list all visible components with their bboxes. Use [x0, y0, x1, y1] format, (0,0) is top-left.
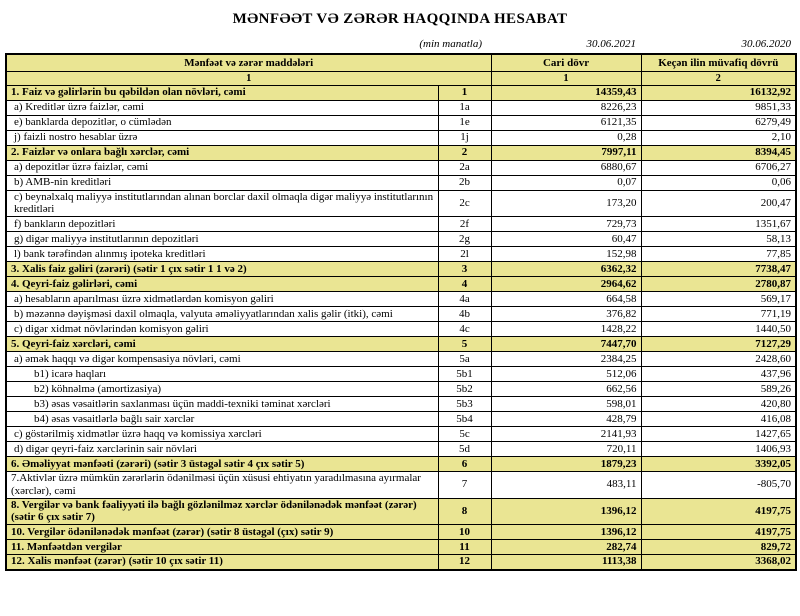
table-row [6, 472, 796, 499]
table-header-number-row [6, 71, 796, 85]
row-previous-value: 1351,67 [641, 217, 796, 232]
row-current-value: 1113,38 [491, 555, 641, 570]
row-label: c) digər xidmət növlərindən komisyon gəliri [6, 322, 438, 337]
row-label: c) beynəlxalq maliyyə institutlarından alınan borclar daxil olmaqla digər maliyyə institutlarının kreditləri [6, 190, 438, 217]
row-code: 4 [438, 277, 491, 292]
table-row [6, 115, 796, 130]
table-row [6, 190, 796, 217]
row-code: 2c [438, 190, 491, 217]
row-code: 4a [438, 292, 491, 307]
table-row [6, 322, 796, 337]
row-label: 1. Faiz və gəlirlərin bu qəbildən olan növləri, cəmi [6, 85, 438, 100]
row-previous-value: 4197,75 [641, 498, 796, 525]
row-current-value: 8226,23 [491, 100, 641, 115]
row-current-value: 152,98 [491, 247, 641, 262]
row-current-value: 376,82 [491, 307, 641, 322]
row-current-value: 7997,11 [491, 145, 641, 160]
row-previous-value: 2428,60 [641, 352, 796, 367]
date-current: 30.06.2021 [586, 38, 636, 50]
table-row [6, 540, 796, 555]
row-current-value: 7447,70 [491, 337, 641, 352]
row-code: 8 [438, 498, 491, 525]
row-label: b4) əsas vəsaitlərlə bağlı sair xərclər [6, 412, 438, 427]
table-row [6, 292, 796, 307]
row-code: 7 [438, 472, 491, 499]
profit-loss-table [5, 53, 797, 571]
row-code: 1e [438, 115, 491, 130]
row-previous-value: 437,96 [641, 367, 796, 382]
row-current-value: 2141,93 [491, 427, 641, 442]
header-previous-col-number: 2 [641, 71, 796, 85]
row-previous-value: 7738,47 [641, 262, 796, 277]
row-code: 1a [438, 100, 491, 115]
row-current-value: 664,58 [491, 292, 641, 307]
row-code: 1j [438, 130, 491, 145]
table-row [6, 277, 796, 292]
row-label: j) faizli nostro hesablar üzrə [6, 130, 438, 145]
row-label: 6. Əməliyyat mənfəəti (zərəri) (sətir 3 üstəgəl sətir 4 çıx sətir 5) [6, 457, 438, 472]
row-label: 12. Xalis mənfəət (zərər) (sətir 10 çıx sətir 11) [6, 555, 438, 570]
subtitle-row [5, 38, 795, 50]
table-header-row [6, 54, 796, 71]
row-code: 2b [438, 175, 491, 190]
row-previous-value: 1427,65 [641, 427, 796, 442]
row-label: 4. Qeyri-faiz gəlirləri, cəmi [6, 277, 438, 292]
row-label: b) AMB-nin kreditləri [6, 175, 438, 190]
table-row [6, 160, 796, 175]
row-label: a) depozitlər üzrə faizlər, cəmi [6, 160, 438, 175]
row-current-value: 1428,22 [491, 322, 641, 337]
table-row [6, 130, 796, 145]
row-code: 2 [438, 145, 491, 160]
table-row [6, 337, 796, 352]
table-row [6, 427, 796, 442]
row-label: 11. Mənfəətdən vergilər [6, 540, 438, 555]
row-code: 11 [438, 540, 491, 555]
row-code: 5 [438, 337, 491, 352]
row-previous-value: 420,80 [641, 397, 796, 412]
table-row [6, 217, 796, 232]
row-label: 7.Aktivlər üzrə mümkün zərərlərin ödənilməsi üçün xüsusi ehtiyatın yaradılmasına ayırmalar (xərclər), cəmi [6, 472, 438, 499]
row-previous-value: 6706,27 [641, 160, 796, 175]
row-previous-value: 3368,02 [641, 555, 796, 570]
table-row [6, 145, 796, 160]
table-row [6, 555, 796, 570]
row-code: 5b2 [438, 382, 491, 397]
row-code: 5a [438, 352, 491, 367]
row-previous-value: 1406,93 [641, 442, 796, 457]
header-current-col-number: 1 [491, 71, 641, 85]
table-row [6, 175, 796, 190]
table-row [6, 352, 796, 367]
table-row [6, 307, 796, 322]
row-code: 5d [438, 442, 491, 457]
row-code: 2l [438, 247, 491, 262]
row-current-value: 2964,62 [491, 277, 641, 292]
row-previous-value: 16132,92 [641, 85, 796, 100]
row-label: l) bank tərəfindən alınmış ipoteka kreditləri [6, 247, 438, 262]
table-row [6, 457, 796, 472]
row-code: 3 [438, 262, 491, 277]
row-code: 1 [438, 85, 491, 100]
row-previous-value: 569,17 [641, 292, 796, 307]
row-current-value: 512,06 [491, 367, 641, 382]
row-previous-value: 4197,75 [641, 525, 796, 540]
row-previous-value: -805,70 [641, 472, 796, 499]
row-code: 2f [438, 217, 491, 232]
row-code: 5b3 [438, 397, 491, 412]
row-label: b1) icarə haqları [6, 367, 438, 382]
row-label: 2. Faizlər və onlara bağlı xərclər, cəmi [6, 145, 438, 160]
row-label: 3. Xalis faiz gəliri (zərəri) (sətir 1 çıx sətir 1 1 və 2) [6, 262, 438, 277]
row-previous-value: 9851,33 [641, 100, 796, 115]
report-title: MƏNFƏƏT VƏ ZƏRƏR HAQQINDA HESABAT [232, 11, 568, 27]
row-code: 5c [438, 427, 491, 442]
row-current-value: 1396,12 [491, 498, 641, 525]
row-code: 2g [438, 232, 491, 247]
row-code: 4c [438, 322, 491, 337]
table-row [6, 525, 796, 540]
row-previous-value: 2780,87 [641, 277, 796, 292]
row-previous-value: 829,72 [641, 540, 796, 555]
table-row [6, 100, 796, 115]
row-label: c) göstərilmiş xidmətlər üzrə haqq və komissiya xərcləri [6, 427, 438, 442]
row-code: 12 [438, 555, 491, 570]
row-previous-value: 3392,05 [641, 457, 796, 472]
header-previous-period: Keçən ilin müvafiq dövrü [641, 54, 796, 71]
row-current-value: 729,73 [491, 217, 641, 232]
row-current-value: 483,11 [491, 472, 641, 499]
table-row [6, 412, 796, 427]
row-previous-value: 7127,29 [641, 337, 796, 352]
row-current-value: 0,07 [491, 175, 641, 190]
row-current-value: 1396,12 [491, 525, 641, 540]
row-current-value: 6880,67 [491, 160, 641, 175]
row-previous-value: 0,06 [641, 175, 796, 190]
row-label: g) digər maliyyə institutlarının depozitləri [6, 232, 438, 247]
table-row [6, 367, 796, 382]
row-current-value: 2384,25 [491, 352, 641, 367]
row-previous-value: 200,47 [641, 190, 796, 217]
row-previous-value: 8394,45 [641, 145, 796, 160]
row-label: e) banklarda depozitlər, o cümlədən [6, 115, 438, 130]
header-items-label: Mənfəət və zərər maddələri [6, 54, 491, 71]
table-row [6, 85, 796, 100]
header-current-period: Cari dövr [491, 54, 641, 71]
row-code: 4b [438, 307, 491, 322]
row-current-value: 60,47 [491, 232, 641, 247]
table-row [6, 498, 796, 525]
row-label: d) digər qeyri-faiz xərclərinin sair növləri [6, 442, 438, 457]
row-label: f) bankların depozitləri [6, 217, 438, 232]
row-label: 8. Vergilər və bank fəaliyyəti ilə bağlı gözlənilməz xərclər ödənilənədək mənfəət (zərər) (sətir 6 çıx sətir 7) [6, 498, 438, 525]
row-label: a) əmək haqqı və digər kompensasiya növləri, cəmi [6, 352, 438, 367]
row-current-value: 14359,43 [491, 85, 641, 100]
row-previous-value: 6279,49 [641, 115, 796, 130]
row-code: 10 [438, 525, 491, 540]
row-code: 2a [438, 160, 491, 175]
table-body [6, 85, 796, 570]
row-label: b2) köhnəlmə (amortizasiya) [6, 382, 438, 397]
row-label: a) hesabların aparılması üzrə xidmətlərdən komisyon gəliri [6, 292, 438, 307]
row-current-value: 173,20 [491, 190, 641, 217]
row-label: a) Kreditlər üzrə faizlər, cəmi [6, 100, 438, 115]
row-current-value: 282,74 [491, 540, 641, 555]
row-current-value: 662,56 [491, 382, 641, 397]
date-previous: 30.06.2020 [741, 38, 791, 50]
table-row [6, 397, 796, 412]
row-previous-value: 589,26 [641, 382, 796, 397]
table-row [6, 232, 796, 247]
row-current-value: 598,01 [491, 397, 641, 412]
row-current-value: 6121,35 [491, 115, 641, 130]
row-code: 5b1 [438, 367, 491, 382]
row-code: 6 [438, 457, 491, 472]
row-previous-value: 1440,50 [641, 322, 796, 337]
row-current-value: 1879,23 [491, 457, 641, 472]
row-label: b) məzənnə dəyişməsi daxil olmaqla, valyuta əməliyyatlarından xalis gəlir (itki), cəmi [6, 307, 438, 322]
table-row [6, 442, 796, 457]
row-label: 5. Qeyri-faiz xərcləri, cəmi [6, 337, 438, 352]
row-label: 10. Vergilər ödənilənədək mənfəət (zərər) (sətir 8 üstəgəl (çıx) sətir 9) [6, 525, 438, 540]
row-previous-value: 77,85 [641, 247, 796, 262]
table-row [6, 247, 796, 262]
row-label: b3) əsas vəsaitlərin saxlanması üçün maddi-texniki təminat xərcləri [6, 397, 438, 412]
row-current-value: 6362,32 [491, 262, 641, 277]
row-previous-value: 771,19 [641, 307, 796, 322]
row-previous-value: 58,13 [641, 232, 796, 247]
row-current-value: 428,79 [491, 412, 641, 427]
row-previous-value: 2,10 [641, 130, 796, 145]
row-current-value: 0,28 [491, 130, 641, 145]
unit-note: (min manatla) [419, 38, 482, 50]
table-row [6, 382, 796, 397]
row-previous-value: 416,08 [641, 412, 796, 427]
row-code: 5b4 [438, 412, 491, 427]
table-row [6, 262, 796, 277]
header-items-col-number: 1 [6, 71, 491, 85]
row-current-value: 720,11 [491, 442, 641, 457]
